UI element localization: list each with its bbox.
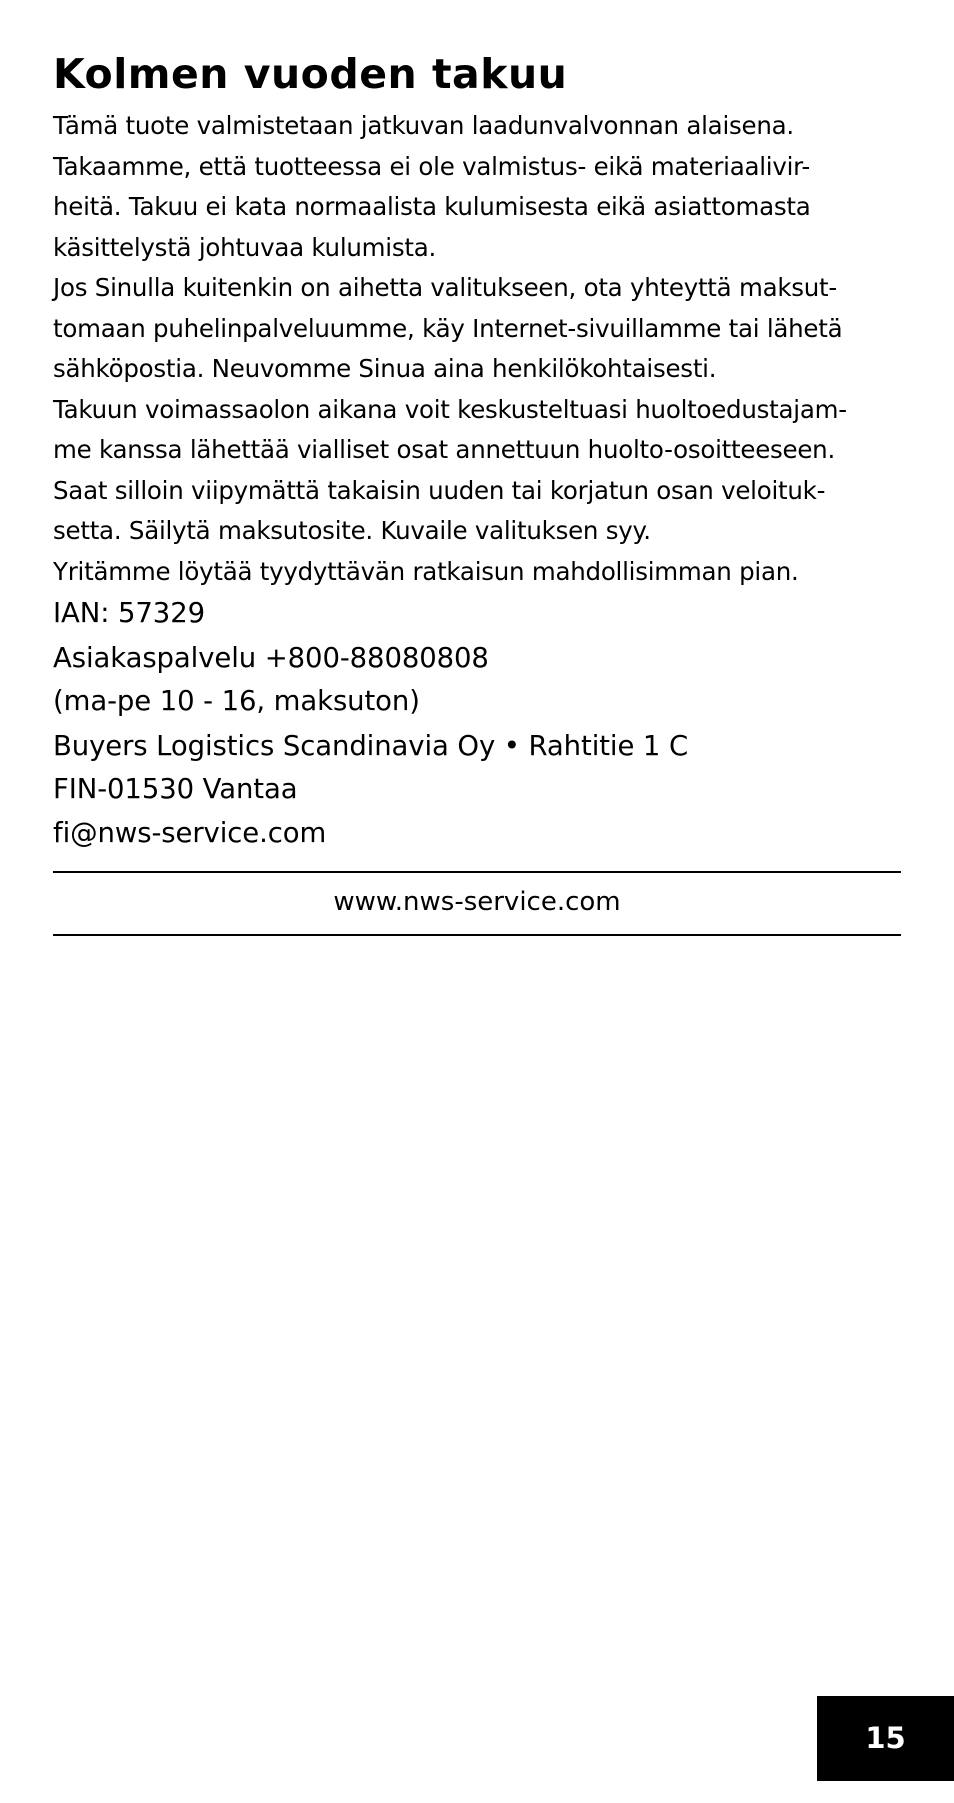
page-number: 15 (817, 1696, 954, 1781)
body-line: Jos Sinulla kuitenkin on aihetta valitukseen, ota yhteyttä maksut- (53, 273, 838, 302)
body-line: Tämä tuote valmistetaan jatkuvan laadunvalvonnan alaisena. (53, 111, 794, 140)
body-line: Yritämme löytää tyydyttävän ratkaisun mahdollisimman pian. (53, 556, 799, 586)
body-line: me kanssa lähettää vialliset osat annettuun huolto-osoitteeseen. (53, 435, 835, 464)
city-postal-code: FIN-01530 Vantaa (53, 773, 298, 805)
customer-service-phone: Asiakaspalvelu +800-88080808 (53, 641, 489, 674)
warranty-body (53, 106, 901, 592)
contact-block (53, 592, 901, 855)
page-title: Kolmen vuoden takuu (53, 50, 568, 98)
warranty-section (53, 44, 901, 855)
body-line: tomaan puhelinpalveluumme, käy Internet-sivuillamme tai lähetä (53, 313, 843, 343)
divider-top (53, 871, 901, 873)
divider-bottom (53, 934, 901, 936)
body-line: heitä. Takuu ei kata normaalista kulumisesta eikä asiattomasta (53, 192, 811, 221)
ian-number: IAN: 57329 (53, 597, 205, 629)
service-email: fi@nws-service.com (53, 816, 327, 849)
service-hours: (ma-pe 10 - 16, maksuton) (53, 685, 420, 717)
body-line: Saat silloin viipymättä takaisin uuden tai korjatun osan veloituk- (53, 475, 826, 505)
body-line: Takaamme, että tuotteessa ei ole valmistus- eikä materiaalivir- (53, 151, 811, 181)
body-line: Takuun voimassaolon aikana voit keskusteltuasi huoltoedustajam- (53, 394, 847, 424)
body-line: käsittelystä johtuvaa kulumista. (53, 232, 437, 262)
company-address: Buyers Logistics Scandinavia Oy • Rahtitie 1 C (53, 729, 689, 762)
body-line: setta. Säilytä maksutosite. Kuvaile valituksen syy. (53, 516, 651, 545)
website-url: www.nws-service.com (333, 887, 621, 917)
body-line: sähköpostia. Neuvomme Sinua aina henkilökohtaisesti. (53, 354, 717, 383)
